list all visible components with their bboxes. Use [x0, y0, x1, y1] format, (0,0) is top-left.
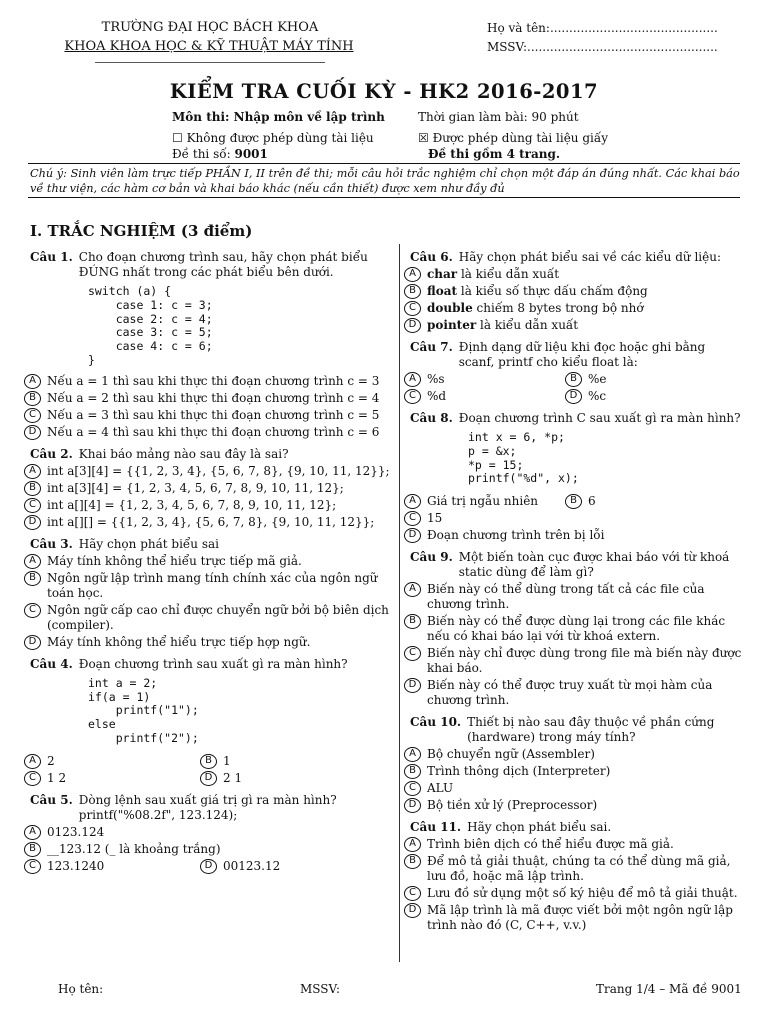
option-rest: chiếm 8 bytes trong bộ nhớ	[476, 301, 644, 315]
question-number: Câu 11.	[410, 820, 462, 835]
option-label: D	[24, 515, 41, 530]
question-number: Câu 7.	[410, 340, 453, 354]
option-label: C	[404, 781, 421, 796]
option-text: Nếu a = 2 thì sau khi thực thi đoạn chương trình c = 4	[47, 390, 380, 405]
answer-option[interactable]	[404, 318, 744, 333]
answer-option[interactable]	[404, 284, 744, 299]
answer-option[interactable]	[404, 301, 744, 316]
question-header	[30, 447, 394, 462]
option-text: Biến này chỉ được dùng trong file mà biến này được khai báo.	[427, 646, 742, 676]
option-text: 1 2	[47, 770, 67, 785]
option-label: B	[24, 391, 41, 406]
option-text: Nếu a = 4 thì sau khi thực thi đoạn chương trình c = 6	[47, 424, 380, 439]
no-documents-checkbox: ☐ Không được phép dùng tài liệu	[172, 131, 374, 145]
option-label: D	[200, 859, 217, 874]
student-id-field: MSSV:..................................................	[487, 40, 718, 54]
option-label: D	[404, 678, 421, 693]
answer-option[interactable]	[24, 771, 206, 786]
answer-option[interactable]	[404, 614, 744, 644]
question-number: Câu 4.	[30, 656, 73, 671]
option-text: int a[3][4] = {1, 2, 3, 4, 5, 6, 7, 8, 9, 10, 11, 12};	[47, 480, 344, 495]
option-text: int a[][4] = {1, 2, 3, 4, 5, 6, 7, 8, 9, 10, 11, 12};	[47, 497, 337, 512]
answer-option[interactable]	[404, 582, 744, 612]
option-label: B	[404, 854, 421, 869]
question-text: Hãy chọn phát biểu sai về các kiểu dữ liệu:	[458, 250, 722, 264]
option-label: A	[404, 747, 421, 762]
question-header	[410, 411, 744, 426]
answer-option[interactable]	[24, 498, 394, 513]
question	[410, 715, 744, 813]
options-grid	[410, 370, 744, 404]
option-label: C	[404, 389, 421, 404]
option-label: D	[404, 798, 421, 813]
answer-option[interactable]	[24, 408, 394, 423]
option-text: Lưu đồ sử dụng một số ký hiệu để mô tả giải thuật.	[427, 886, 738, 901]
option-label: C	[24, 771, 41, 786]
answer-option[interactable]	[404, 747, 744, 762]
option-label: D	[24, 635, 41, 650]
answer-option[interactable]	[404, 372, 571, 387]
question	[30, 537, 394, 650]
option-label: B	[24, 481, 41, 496]
option-text: Nếu a = 1 thì sau khi thực thi đoạn chương trình c = 3	[47, 373, 380, 388]
column-divider	[399, 244, 400, 962]
option-label: B	[404, 764, 421, 779]
code-snippet: int a = 2; if(a = 1) printf("1"); else printf("2");	[88, 675, 199, 745]
option-label: C	[24, 498, 41, 513]
answer-option[interactable]	[404, 837, 744, 852]
option-text: Ngôn ngữ lập trình mang tính chính xác của ngôn ngữ toán học.	[47, 570, 378, 600]
option-text: Giá trị ngẫu nhiên	[427, 494, 539, 509]
option-text: 6	[588, 494, 596, 509]
note-top-rule	[28, 163, 740, 164]
question-text: Định dạng dữ liệu khi đọc hoặc ghi bằng scanf, printf cho kiểu float là:	[458, 340, 706, 369]
question-text: Một biến toàn cục được khai báo với từ khoá static dùng để làm gì?	[458, 550, 730, 580]
note-bottom-rule	[28, 197, 740, 198]
student-name-field: Họ và tên:............................................	[487, 21, 718, 35]
answer-option[interactable]	[404, 494, 571, 509]
question-header	[410, 715, 744, 745]
option-label: C	[24, 603, 41, 618]
footer-page: Trang 1/4 – Mã đề 9001	[596, 982, 742, 996]
option-text: 0123.124	[47, 824, 105, 839]
question-number: Câu 9.	[410, 550, 453, 565]
answer-option[interactable]	[404, 389, 571, 404]
option-label: A	[404, 582, 421, 597]
option-text: Bộ tiền xử lý (Preprocessor)	[427, 798, 598, 813]
option-label: A	[24, 464, 41, 479]
option-text: ALU	[427, 781, 454, 796]
school-name: TRƯỜNG ĐẠI HỌC BÁCH KHOA	[101, 20, 319, 35]
footer-name: Họ tên:	[58, 982, 104, 996]
answer-option[interactable]	[24, 374, 394, 389]
answer-option[interactable]	[24, 464, 394, 479]
answer-option[interactable]	[404, 886, 744, 901]
question	[410, 340, 744, 404]
options-grid	[410, 492, 744, 509]
option-text: Ngôn ngữ cấp cao chỉ được chuyển ngữ bởi bộ biên dịch (compiler).	[47, 602, 389, 632]
answer-option[interactable]	[24, 571, 394, 601]
option-text: 15	[427, 511, 443, 526]
question-text: Dòng lệnh sau xuất giá trị gì ra màn hình? printf("%08.2f", 123.124);	[78, 792, 337, 822]
question	[30, 793, 394, 874]
option-text: %d	[427, 389, 447, 403]
question-number: Câu 2.	[30, 446, 73, 461]
option-label: C	[24, 859, 41, 874]
option-text: int a[3][4] = {{1, 2, 3, 4}, {5, 6, 7, 8}, {9, 10, 11, 12}};	[47, 463, 390, 478]
question-text: Đoạn chương trình C sau xuất gì ra màn hình?	[458, 411, 741, 425]
option-label: D	[404, 318, 421, 333]
answer-option[interactable]	[24, 842, 394, 857]
question-number: Câu 10.	[410, 715, 462, 730]
option-label: A	[24, 554, 41, 569]
question-text: Hãy chọn phát biểu sai	[78, 536, 219, 551]
answer-option[interactable]	[565, 372, 732, 387]
option-label: C	[404, 886, 421, 901]
question	[410, 820, 744, 933]
answer-option[interactable]	[24, 603, 394, 633]
answer-option[interactable]	[404, 764, 744, 779]
exam-title: KIỂM TRA CUỐI KỲ - HK2 2016-2017	[169, 80, 599, 103]
answer-option[interactable]	[200, 771, 382, 786]
question-text: Khai báo mảng nào sau đây là sai?	[78, 446, 289, 461]
option-text: 123.1240	[47, 858, 105, 873]
option-label: B	[565, 372, 582, 387]
answer-option[interactable]	[24, 515, 394, 530]
option-text: Trình thông dịch (Interpreter)	[427, 764, 611, 779]
options-grid	[30, 857, 394, 874]
options-grid	[30, 752, 394, 786]
option-label: D	[200, 771, 217, 786]
option-text: Nếu a = 3 thì sau khi thực thi đoạn chương trình c = 5	[47, 407, 380, 422]
option-label: B	[565, 494, 582, 509]
exam-code-line	[172, 147, 268, 162]
question	[410, 550, 744, 708]
option-text: int a[][] = {{1, 2, 3, 4}, {5, 6, 7, 8}, {9, 10, 11, 12}};	[47, 514, 375, 529]
answer-option[interactable]	[24, 635, 394, 650]
exam-code: 9001	[234, 147, 268, 161]
option-label: A	[24, 825, 41, 840]
option-text: Mã lập trình là mã được viết bởi một ngôn ngữ lập trình nào đó (C, C++, v.v.)	[427, 903, 733, 933]
answer-option[interactable]	[24, 554, 394, 569]
option-label: C	[404, 646, 421, 661]
option-label: D	[404, 903, 421, 918]
option-text	[427, 301, 744, 316]
section-title: I. TRẮC NGHIỆM (3 điểm)	[30, 222, 253, 240]
option-label: D	[565, 389, 582, 404]
header-divider	[95, 62, 325, 63]
question-text: Cho đoạn chương trình sau, hãy chọn phát biểu ĐÚNG nhất trong các phát biểu bên dưới.	[78, 250, 368, 279]
answer-option[interactable]	[200, 859, 382, 874]
option-rest: là kiểu dẫn xuất	[480, 318, 579, 332]
option-text: 00123.12	[223, 858, 281, 873]
option-text: Trình biên dịch có thể hiểu được mã giả.	[427, 837, 674, 852]
option-text: __123.12 (_ là khoảng trắng)	[47, 841, 221, 856]
question	[410, 250, 744, 333]
question	[30, 250, 394, 440]
question-header	[30, 537, 394, 552]
option-label: A	[24, 754, 41, 769]
option-label: B	[24, 842, 41, 857]
option-label: D	[24, 425, 41, 440]
option-text: Máy tính không thể hiểu trực tiếp mã giả.	[47, 553, 302, 568]
faculty-name: KHOA KHOA HỌC & KỸ THUẬT MÁY TÍNH	[64, 39, 354, 54]
answer-option[interactable]	[24, 859, 206, 874]
answer-option[interactable]	[24, 425, 394, 440]
option-text: %s	[427, 372, 445, 386]
option-label: B	[200, 754, 217, 769]
question-text: Hãy chọn phát biểu sai.	[467, 820, 612, 835]
answer-option[interactable]	[24, 391, 394, 406]
option-text	[427, 284, 744, 299]
question-header	[30, 657, 394, 672]
option-label: B	[404, 614, 421, 629]
option-text: Biến này có thể được dùng lại trong các file khác nếu có khai báo lại với từ khoá extern.	[427, 614, 726, 644]
option-text: Máy tính không thể hiểu trực tiếp hợp ngữ.	[47, 634, 311, 649]
question-header	[410, 250, 744, 265]
option-keyword: double	[427, 301, 473, 315]
question	[30, 657, 394, 786]
answer-option[interactable]	[24, 754, 206, 769]
answer-option[interactable]	[565, 389, 732, 404]
question-text: Thiết bị nào sau đây thuộc về phần cứng (hardware) trong máy tính?	[467, 715, 715, 745]
answer-option[interactable]	[404, 511, 744, 526]
right-column	[410, 250, 744, 940]
answer-option[interactable]	[200, 754, 382, 769]
question-header	[410, 340, 744, 370]
exam-duration: Thời gian làm bài: 90 phút	[418, 110, 579, 124]
option-label: B	[404, 284, 421, 299]
option-text: 2 1	[223, 770, 243, 785]
question-number: Câu 6.	[410, 250, 453, 264]
option-keyword: char	[427, 267, 458, 281]
question-text: Đoạn chương trình sau xuất gì ra màn hình?	[78, 656, 348, 671]
option-keyword: pointer	[427, 318, 477, 332]
answer-option[interactable]	[404, 903, 744, 933]
option-label: A	[404, 267, 421, 282]
option-label: A	[404, 837, 421, 852]
option-text: 2	[47, 753, 55, 768]
answer-option[interactable]	[404, 781, 744, 796]
answer-option[interactable]	[404, 854, 744, 884]
code-snippet: int x = 6, *p; p = &x; *p = 15; printf("%d", x);	[468, 430, 579, 486]
option-label: C	[404, 511, 421, 526]
option-text: %e	[588, 372, 607, 386]
exam-subject: Môn thi: Nhập môn về lập trình	[172, 110, 385, 124]
question-header	[410, 550, 744, 580]
question-header	[30, 250, 394, 280]
option-label: B	[24, 571, 41, 586]
footer-id: MSSV:	[300, 982, 341, 996]
answer-option[interactable]	[404, 646, 744, 676]
option-text: 1	[223, 753, 231, 768]
option-text: %c	[588, 389, 607, 403]
option-text: Đoạn chương trình trên bị lỗi	[427, 528, 605, 543]
option-label: D	[404, 528, 421, 543]
exam-note: Chú ý: Sinh viên làm trực tiếp PHẦN I, II trên đề thi; mỗi câu hỏi trắc nghiệm chỉ chọn một đáp án đúng nhất. Các khai báo về thư viện, các hàm cơ bản và khai báo khác (nếu cần thiết) được xem như đầy đủ	[30, 167, 740, 196]
option-label: A	[404, 494, 421, 509]
left-column	[30, 250, 394, 881]
option-text: Biến này có thể được truy xuất từ mọi hàm của chương trình.	[427, 678, 713, 708]
answer-option[interactable]	[404, 798, 744, 813]
answer-option[interactable]	[404, 267, 744, 282]
option-text: Bộ chuyển ngữ (Assembler)	[427, 747, 595, 762]
option-rest: là kiểu dẫn xuất	[460, 267, 560, 281]
question-number: Câu 8.	[410, 411, 453, 425]
question	[410, 411, 744, 543]
option-label: C	[24, 408, 41, 423]
question	[30, 447, 394, 530]
question-header	[410, 820, 744, 835]
answer-option[interactable]	[24, 825, 394, 840]
option-keyword: float	[427, 284, 458, 298]
question-number: Câu 1.	[30, 250, 73, 264]
paper-documents-checkbox: ☒ Được phép dùng tài liệu giấy	[418, 131, 608, 145]
option-label: A	[24, 374, 41, 389]
question-header	[30, 793, 394, 823]
option-text	[427, 318, 744, 333]
code-snippet: switch (a) { case 1: c = 3; case 2: c = 4; case 3: c = 5; case 4: c = 6; }	[88, 284, 213, 367]
answer-option[interactable]	[24, 481, 394, 496]
option-label: C	[404, 301, 421, 316]
exam-pages: Đề thi gồm 4 trang.	[428, 147, 561, 161]
option-text	[427, 267, 744, 282]
answer-option[interactable]	[565, 494, 732, 509]
exam-code-label: Đề thi số:	[172, 147, 231, 161]
answer-option[interactable]	[404, 528, 744, 543]
option-text: Biến này có thể dùng trong tất cả các file của chương trình.	[427, 582, 705, 612]
question-number: Câu 3.	[30, 536, 73, 551]
option-text: Để mô tả giải thuật, chúng ta có thể dùng mã giả, lưu đồ, hoặc mã lập trình.	[427, 854, 731, 884]
question-number: Câu 5.	[30, 792, 73, 807]
option-rest: là kiểu số thực dấu chấm động	[460, 284, 648, 298]
answer-option[interactable]	[404, 678, 744, 708]
option-label: A	[404, 372, 421, 387]
